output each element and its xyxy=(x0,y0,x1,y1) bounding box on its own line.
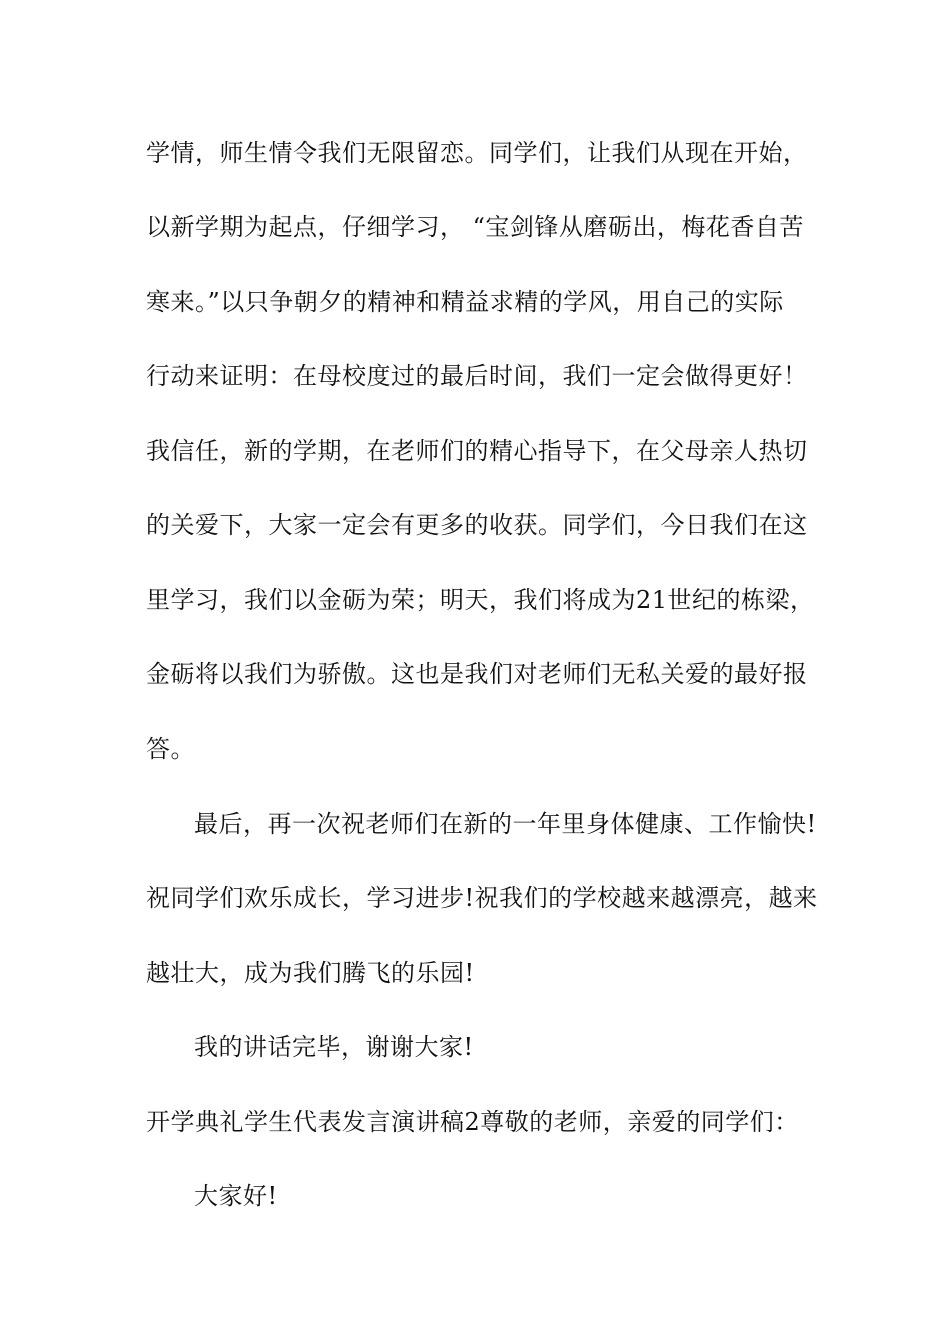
text-line: 以新学期为起点，仔细学习， “宝剑锋从磨砺出，梅花香自苦 xyxy=(146,213,804,241)
paragraph-first-line: 最后，再一次祝老师们在新的一年里身体健康、工作愉快! xyxy=(194,810,817,838)
text-line: 金砺将以我们为骄傲。这也是我们对老师们无私关爱的最好报 xyxy=(146,660,808,688)
text-line: 的关爱下，大家一定会有更多的收获。同学们，今日我们在这 xyxy=(146,511,808,539)
greeting-line: 大家好! xyxy=(194,1182,278,1210)
text-line: 行动来证明：在母校度过的最后时间，我们一定会做得更好！ xyxy=(146,362,808,390)
speech-heading-line: 开学典礼学生代表发言演讲稿2尊敬的老师，亲爱的同学们： xyxy=(146,1108,799,1136)
text-line: 我信任，新的学期，在老师们的精心指导下，在父母亲人热切 xyxy=(146,437,808,465)
text-line: 寒来。”以只争朝夕的精神和精益求精的学风，用自己的实际 xyxy=(146,288,784,316)
text-line: 里学习，我们以金砺为荣；明天，我们将成为21世纪的栋梁， xyxy=(146,586,815,614)
paragraph-first-line: 我的讲话完毕，谢谢大家! xyxy=(194,1033,474,1061)
text-line: 越壮大，成为我们腾飞的乐园! xyxy=(146,959,475,987)
text-line: 祝同学们欢乐成长，学习进步!祝我们的学校越来越漂亮，越来 xyxy=(146,884,818,912)
text-line: 学情，师生情令我们无限留恋。同学们，让我们从现在开始， xyxy=(146,139,808,167)
text-line: 答。 xyxy=(146,735,195,763)
